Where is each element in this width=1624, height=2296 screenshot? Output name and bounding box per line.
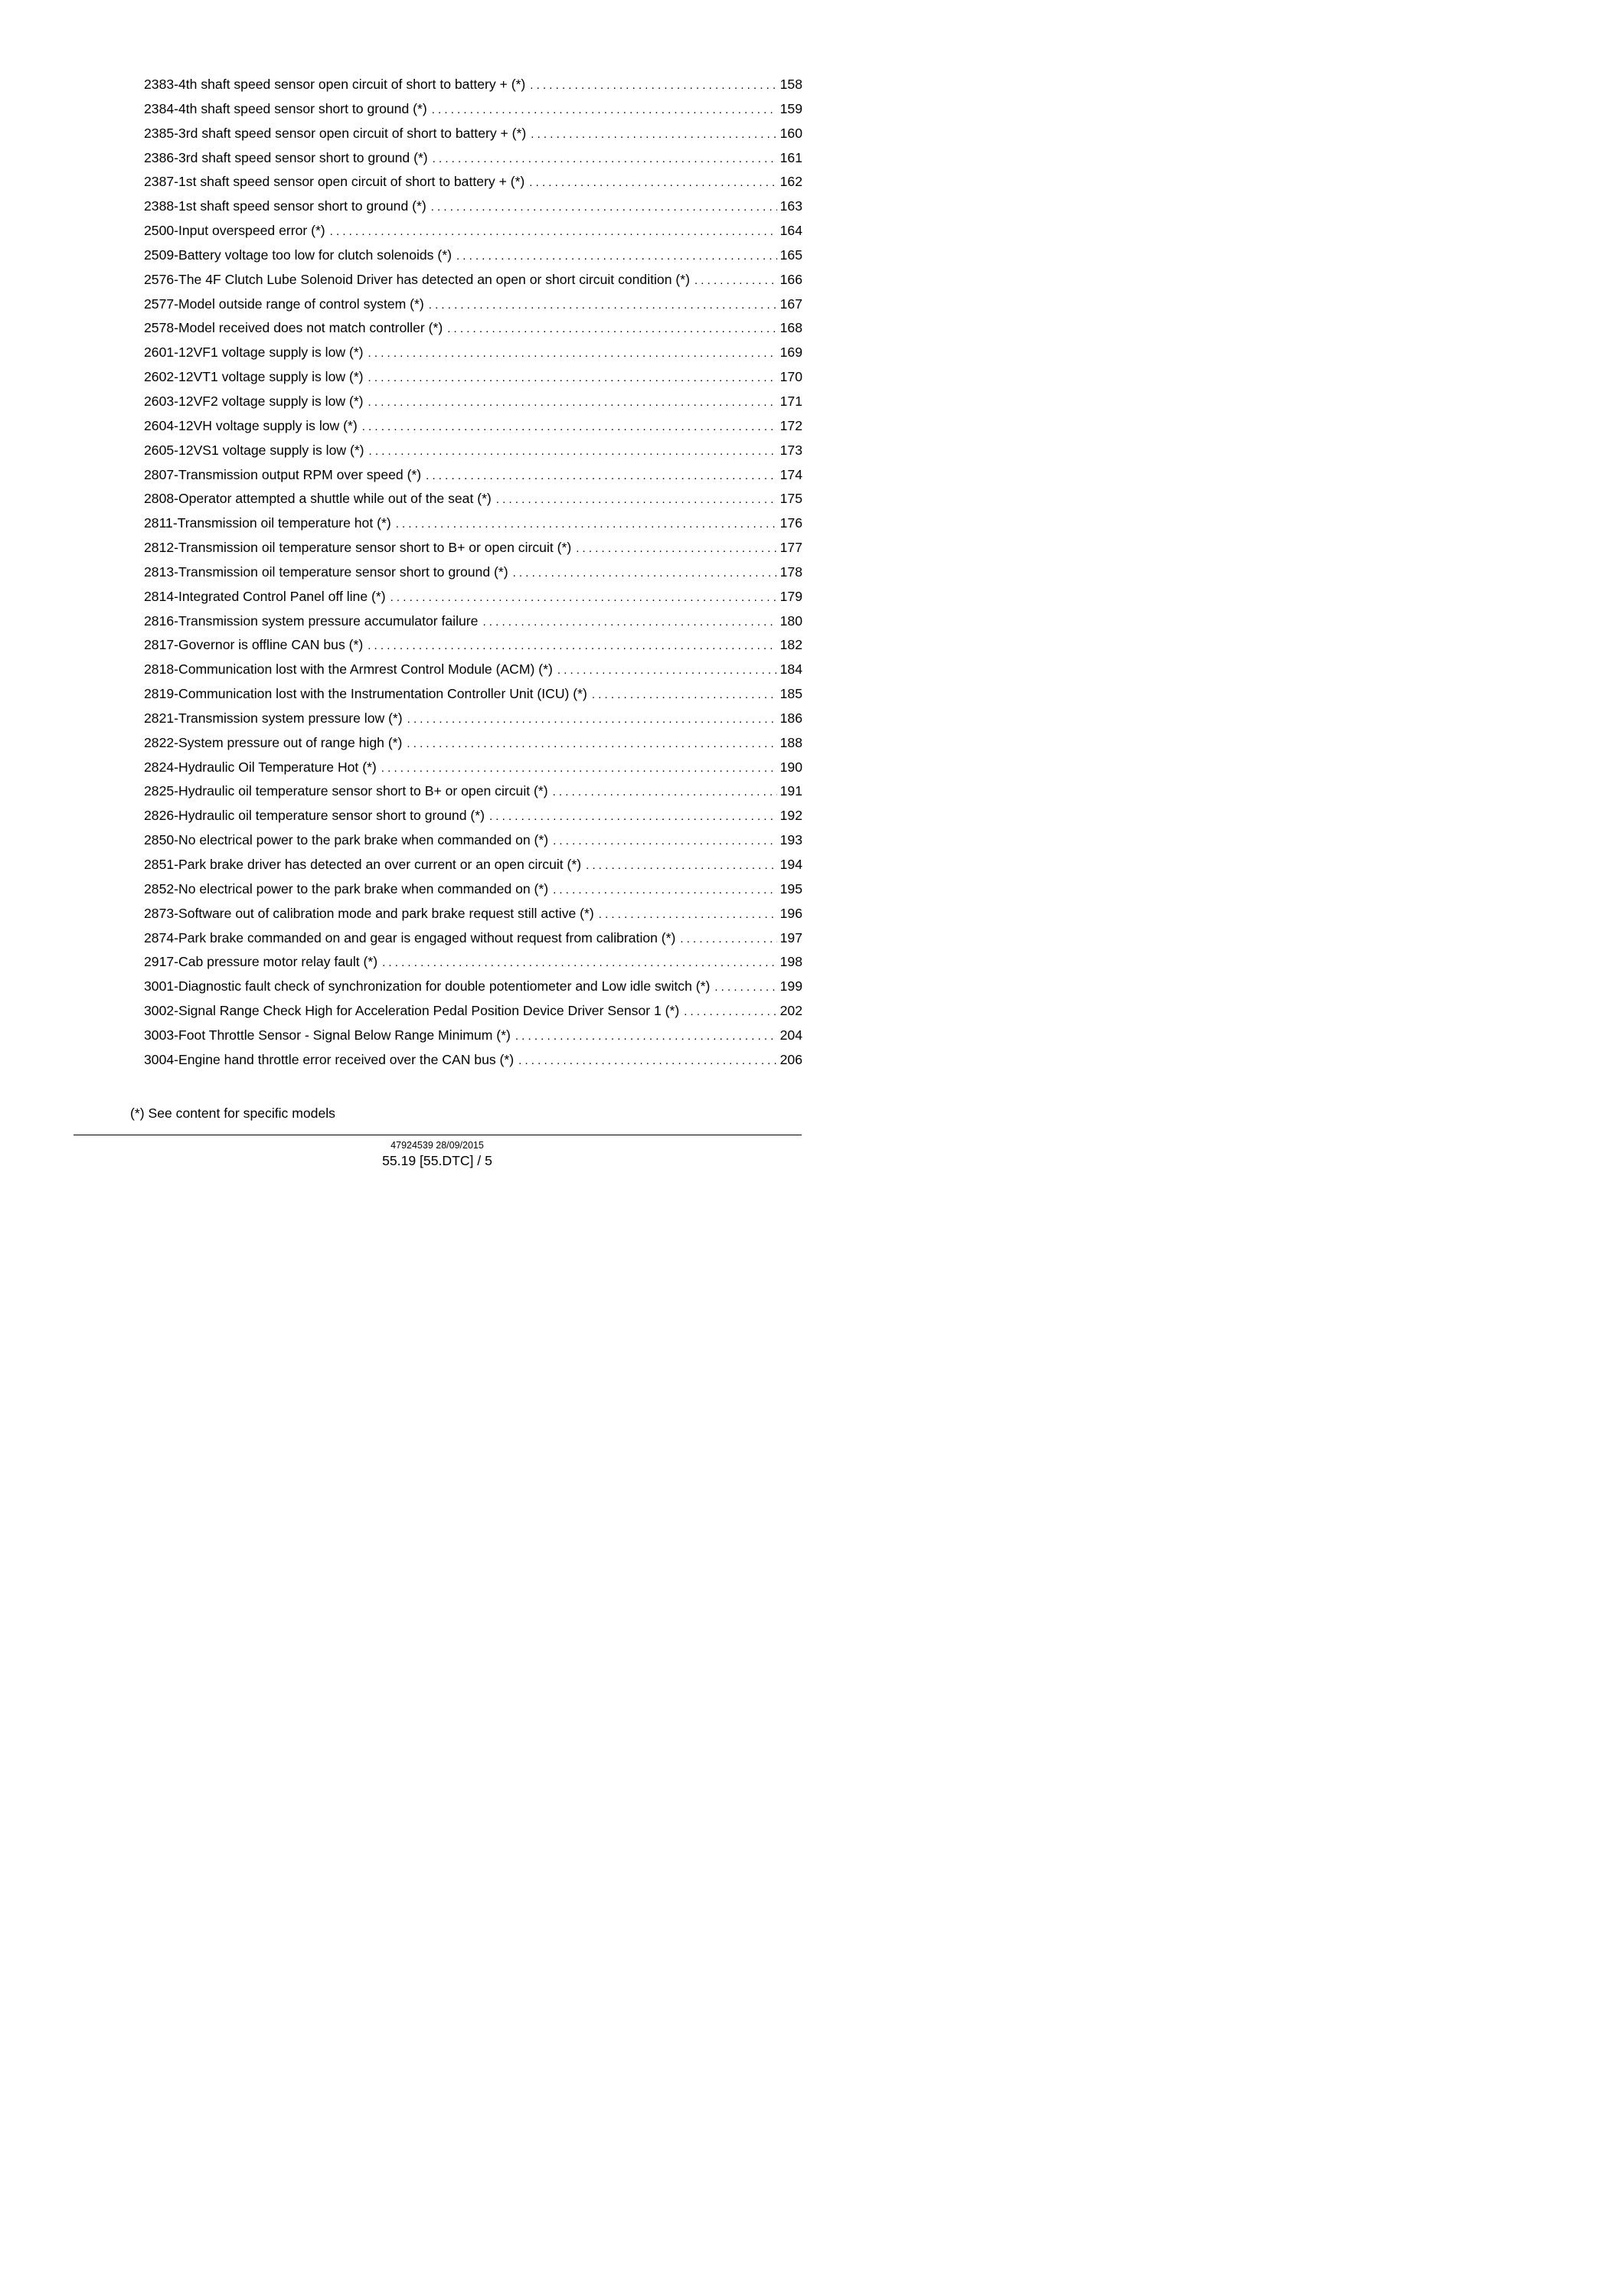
toc-entry-page: 184: [779, 661, 802, 678]
toc-entry[interactable]: [144, 930, 802, 955]
toc-entry-page: 186: [779, 710, 802, 726]
toc-dot-leader: [529, 176, 776, 189]
toc-dot-leader: [407, 713, 777, 726]
toc-entry[interactable]: [144, 345, 802, 369]
toc-entry-title: 2826-Hydraulic oil temperature sensor short to ground (*): [144, 808, 485, 824]
toc-entry-title: 2874-Park brake commanded on and gear is engaged without request from calibration (*): [144, 929, 676, 946]
toc-entry[interactable]: [144, 515, 802, 540]
toc-entry-title: 3003-Foot Throttle Sensor - Signal Below Range Minimum (*): [144, 1027, 511, 1043]
toc-entry-title: 2917-Cab pressure motor relay fault (*): [144, 954, 378, 970]
toc-entry-page: 159: [779, 100, 802, 116]
toc-entry[interactable]: [144, 954, 802, 978]
toc-dot-leader: [382, 956, 777, 969]
toc-entry-title: 2825-Hydraulic oil temperature sensor short to B+ or open circuit (*): [144, 783, 548, 799]
toc-entry-title: 2813-Transmission oil temperature sensor short to ground (*): [144, 563, 508, 580]
toc-entry-title: 2500-Input overspeed error (*): [144, 223, 325, 239]
toc-entry-title: 2384-4th shaft speed sensor short to ground (*): [144, 100, 427, 116]
toc-entry-title: 2816-Transmission system pressure accumulator failure: [144, 612, 479, 629]
toc-entry-page: 162: [779, 174, 802, 190]
toc-entry[interactable]: [144, 735, 802, 759]
toc-entry-title: 2603-12VF2 voltage supply is low (*): [144, 393, 364, 409]
toc-entry-page: 195: [779, 880, 802, 897]
toc-entry-title: 3001-Diagnostic fault check of synchronization for double potentiometer and Low idle switch (*): [144, 978, 711, 994]
toc-entry-title: 2383-4th shaft speed sensor open circuit of short to battery + (*): [144, 77, 526, 92]
toc-entry-title: 2821-Transmission system pressure low (*): [144, 710, 403, 726]
toc-entry-page: 179: [779, 588, 802, 604]
toc-entry-page: 169: [779, 345, 802, 361]
toc-entry-title: 2578-Model received does not match controller (*): [144, 320, 443, 336]
toc-entry-page: 206: [779, 1051, 802, 1067]
toc-entry[interactable]: [144, 637, 802, 661]
toc-entry-title: 2851-Park brake driver has detected an over current or an open circuit (*): [144, 857, 582, 872]
toc-dot-leader: [330, 225, 777, 238]
toc-entry[interactable]: [144, 832, 802, 857]
toc-entry-title: 2819-Communication lost with the Instrumentation Controller Unit (ICU) (*): [144, 686, 587, 702]
toc-entry[interactable]: [144, 1003, 802, 1027]
toc-entry[interactable]: [144, 296, 802, 321]
toc-entry-title: 2824-Hydraulic Oil Temperature Hot (*): [144, 759, 377, 775]
toc-entry-title: 2807-Transmission output RPM over speed (*): [144, 466, 422, 482]
toc-entry[interactable]: [144, 198, 802, 223]
toc-dot-leader: [456, 250, 777, 263]
toc-entry-page: 194: [779, 857, 802, 872]
toc-entry[interactable]: [144, 174, 802, 198]
toc-entry-page: 182: [779, 637, 802, 653]
toc-entry-page: 167: [779, 296, 802, 312]
toc-entry-title: 2576-The 4F Clutch Lube Solenoid Driver has detected an open or short circuit condition (*): [144, 271, 690, 287]
toc-entry[interactable]: [144, 540, 802, 564]
toc-dot-leader: [489, 810, 777, 823]
toc-dot-leader: [553, 883, 777, 897]
toc-dot-leader: [407, 737, 776, 750]
toc-dot-leader: [599, 908, 777, 921]
toc-dot-leader: [531, 128, 776, 141]
toc-entry[interactable]: [144, 857, 802, 881]
toc-entry-page: 161: [779, 149, 802, 165]
toc-entry[interactable]: [144, 320, 802, 345]
toc-entry[interactable]: [144, 272, 802, 296]
footnote: (*) See content for specific models: [130, 1106, 335, 1121]
toc-dot-leader: [433, 152, 777, 165]
toc-entry-title: 3002-Signal Range Check High for Acceleration Pedal Position Device Driver Sensor 1 (*): [144, 1003, 680, 1019]
toc-dot-leader: [396, 518, 777, 531]
toc-entry-page: 192: [779, 808, 802, 824]
toc-dot-leader: [694, 274, 777, 287]
toc-entry-page: 163: [779, 198, 802, 214]
toc-entry[interactable]: [144, 589, 802, 613]
toc-entry-page: 197: [779, 929, 802, 946]
toc-entry-page: 160: [779, 125, 802, 141]
toc-dot-leader: [368, 371, 777, 384]
toc-dot-leader: [553, 834, 777, 848]
toc-entry[interactable]: [144, 491, 802, 515]
toc-entry-title: 2605-12VS1 voltage supply is low (*): [144, 442, 364, 458]
toc-dot-leader: [381, 762, 777, 775]
toc-entry-page: 170: [779, 369, 802, 385]
toc-dot-leader: [432, 103, 777, 116]
toc-entry[interactable]: [144, 369, 802, 394]
toc-entry[interactable]: [144, 881, 802, 906]
toc-entry-page: 193: [779, 832, 802, 848]
toc-entry[interactable]: [144, 783, 802, 808]
toc-entry-page: 176: [779, 515, 802, 531]
toc-entry-title: 2808-Operator attempted a shuttle while out of the seat (*): [144, 491, 492, 507]
toc-entry-page: 177: [779, 540, 802, 556]
toc-entry-page: 198: [779, 954, 802, 970]
toc-entry[interactable]: [144, 394, 802, 418]
toc-dot-leader: [447, 322, 776, 335]
toc-entry-title: 3004-Engine hand throttle error received over the CAN bus (*): [144, 1051, 515, 1067]
toc-entry-page: 173: [779, 442, 802, 458]
toc-entry-title: 2850-No electrical power to the park brake when commanded on (*): [144, 832, 549, 848]
toc-entry[interactable]: [144, 77, 802, 101]
toc-entry[interactable]: [144, 686, 802, 710]
toc-entry-title: 2822-System pressure out of range high (*): [144, 734, 403, 750]
toc-dot-leader: [496, 493, 777, 506]
toc-entry[interactable]: [144, 150, 802, 175]
toc-dot-leader: [426, 469, 777, 482]
toc-entry-title: 2812-Transmission oil temperature sensor short to B+ or open circuit (*): [144, 540, 572, 556]
toc-entry[interactable]: [144, 443, 802, 467]
toc-entry[interactable]: [144, 101, 802, 126]
toc-entry-page: 172: [779, 417, 802, 433]
toc-dot-leader: [714, 981, 776, 994]
toc-entry-page: 196: [779, 905, 802, 921]
toc-entry[interactable]: [144, 1027, 802, 1052]
toc-entry[interactable]: [144, 223, 802, 247]
document-id: 47924539 28/09/2015: [390, 1140, 484, 1151]
toc-dot-leader: [518, 1054, 777, 1067]
toc-dot-leader: [482, 616, 776, 629]
toc-entry-title: 2387-1st shaft speed sensor open circuit of short to battery + (*): [144, 174, 525, 190]
toc-entry-title: 2577-Model outside range of control system (*): [144, 296, 424, 312]
toc-entry[interactable]: [144, 978, 802, 1003]
toc-dot-leader: [684, 1005, 776, 1018]
toc-entry-page: 202: [779, 1003, 802, 1019]
toc-entry[interactable]: [144, 710, 802, 735]
toc-dot-leader: [530, 79, 776, 92]
toc-entry[interactable]: [144, 613, 802, 638]
toc-entry-title: 2814-Integrated Control Panel off line (*): [144, 588, 386, 604]
toc-entry-title: 2388-1st shaft speed sensor short to ground (*): [144, 198, 426, 214]
toc-entry-page: 171: [779, 393, 802, 409]
toc-entry[interactable]: [144, 759, 802, 784]
toc-dot-leader: [553, 785, 777, 799]
toc-dot-leader: [513, 567, 777, 580]
toc-entry[interactable]: [144, 418, 802, 443]
toc-entry-page: 158: [779, 77, 802, 92]
toc-entry-page: 191: [779, 783, 802, 799]
toc-entry-page: 165: [779, 247, 802, 263]
toc-entry-page: 199: [779, 978, 802, 994]
toc-dot-leader: [390, 591, 777, 604]
toc-entry[interactable]: [144, 467, 802, 492]
toc-dot-leader: [592, 688, 777, 701]
toc-dot-leader: [369, 445, 777, 458]
toc-entry-page: 188: [779, 734, 802, 750]
toc-entry-page: 180: [779, 612, 802, 629]
toc-entry-title: 2852-No electrical power to the park brake when commanded on (*): [144, 880, 549, 897]
toc-entry-page: 168: [779, 320, 802, 336]
toc-entry-title: 2602-12VT1 voltage supply is low (*): [144, 369, 364, 385]
toc-entry-page: 174: [779, 466, 802, 482]
toc-entry-page: 185: [779, 686, 802, 702]
toc-entry-title: 2604-12VH voltage supply is low (*): [144, 417, 358, 433]
toc-entry-title: 2385-3rd shaft speed sensor open circuit of short to battery + (*): [144, 125, 527, 141]
toc-entry-page: 204: [779, 1027, 802, 1043]
toc-entry-title: 2386-3rd shaft speed sensor short to ground (*): [144, 149, 428, 165]
toc-entry-title: 2509-Battery voltage too low for clutch solenoids (*): [144, 247, 452, 263]
toc-dot-leader: [368, 347, 777, 360]
toc-dot-leader: [431, 201, 777, 214]
toc-dot-leader: [368, 639, 776, 652]
toc-entry-page: 178: [779, 563, 802, 580]
toc-entry[interactable]: [144, 661, 802, 686]
toc-dot-leader: [557, 664, 777, 677]
toc-entry-title: 2811-Transmission oil temperature hot (*): [144, 515, 391, 531]
toc-entry-title: 2873-Software out of calibration mode and park brake request still active (*): [144, 905, 594, 921]
toc-dot-leader: [586, 859, 777, 872]
toc-dot-leader: [429, 299, 777, 312]
toc-entry-title: 2601-12VF1 voltage supply is low (*): [144, 345, 364, 361]
toc-entry[interactable]: [144, 564, 802, 589]
toc-entry[interactable]: [144, 126, 802, 150]
toc-entry[interactable]: [144, 247, 802, 272]
toc-entry-page: 166: [779, 271, 802, 287]
toc-dot-leader: [515, 1030, 777, 1043]
toc-entry-title: 2818-Communication lost with the Armrest Control Module (ACM) (*): [144, 661, 553, 678]
toc-entry-title: 2817-Governor is offline CAN bus (*): [144, 637, 364, 653]
toc-entry-page: 175: [779, 491, 802, 507]
table-of-contents: [144, 77, 802, 1076]
toc-dot-leader: [368, 396, 777, 409]
toc-dot-leader: [362, 420, 777, 433]
toc-dot-leader: [680, 932, 776, 946]
page-number: 55.19 [55.DTC] / 5: [382, 1153, 492, 1168]
toc-entry-page: 190: [779, 759, 802, 775]
toc-entry-page: 164: [779, 223, 802, 239]
toc-entry[interactable]: [144, 1052, 802, 1076]
toc-entry[interactable]: [144, 808, 802, 832]
toc-entry[interactable]: [144, 906, 802, 930]
toc-dot-leader: [576, 542, 776, 555]
